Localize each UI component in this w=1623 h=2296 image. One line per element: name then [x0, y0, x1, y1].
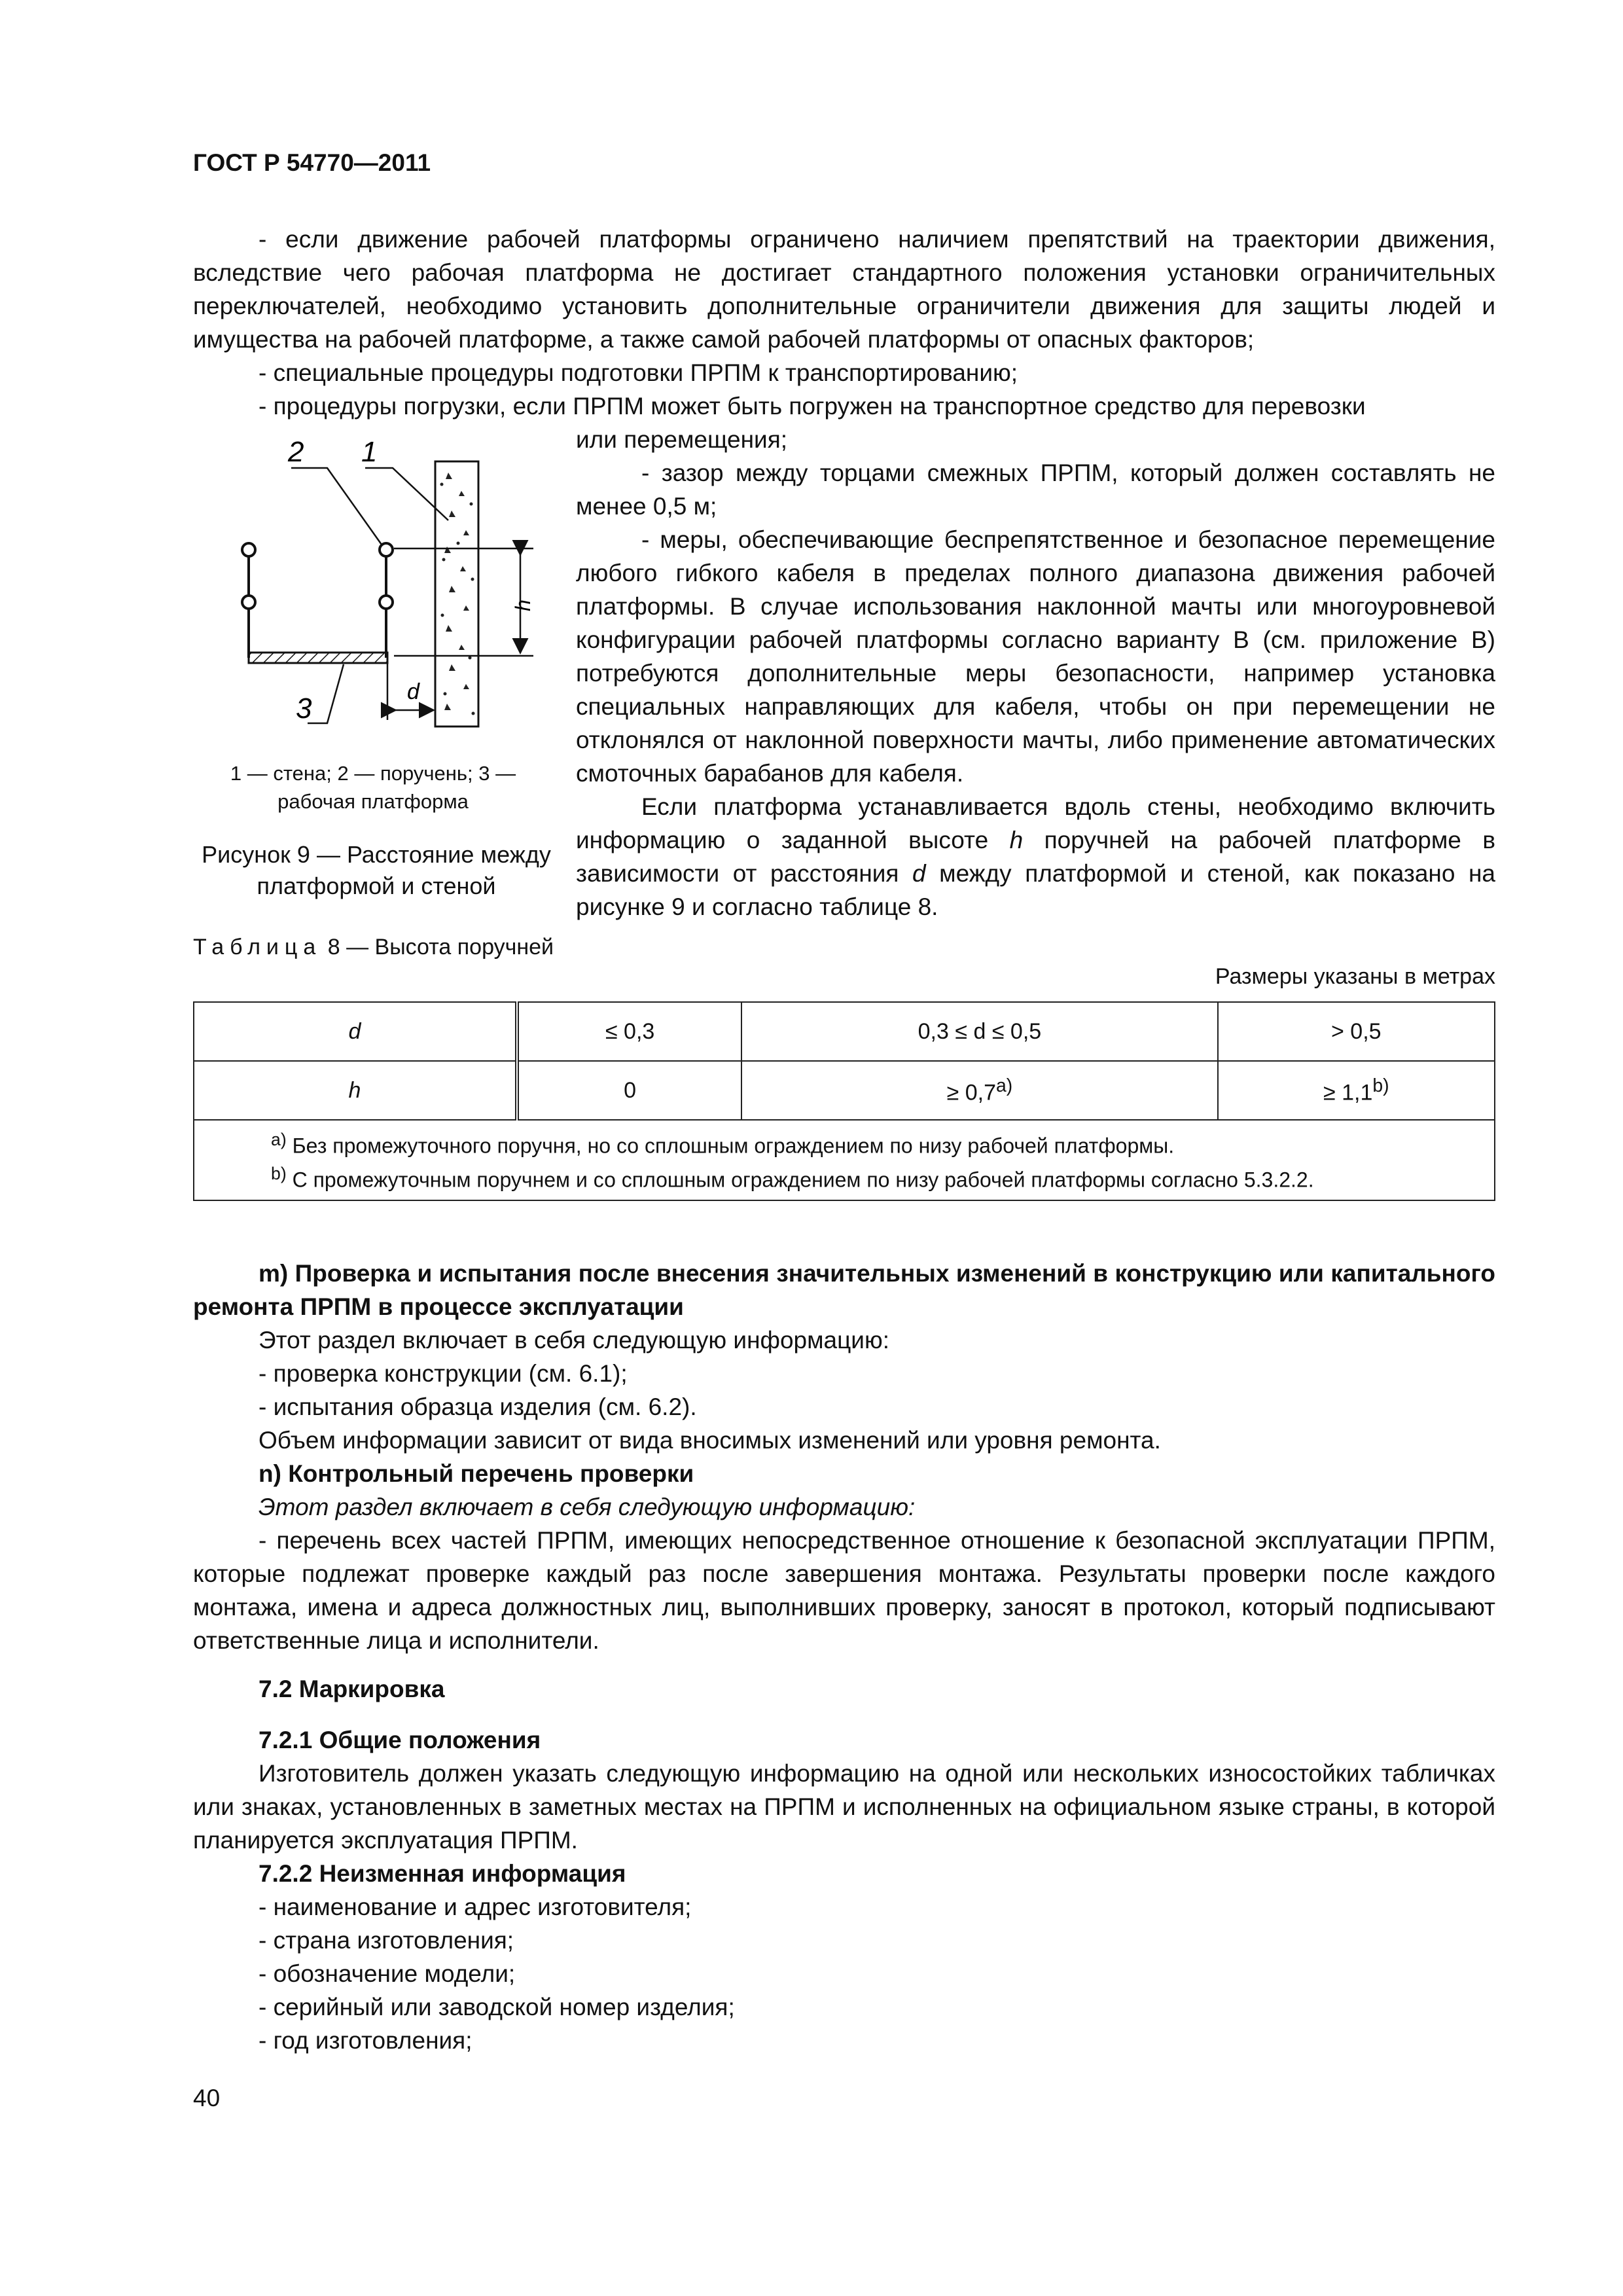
- section-n-heading: n) Контрольный перечень проверки: [259, 1460, 694, 1487]
- list-item: - обозначение модели;: [259, 1960, 516, 1987]
- label-3: 3: [296, 692, 312, 725]
- table-notes: [194, 1120, 1495, 1200]
- section-n: [193, 1457, 1495, 1657]
- table-row-d: [194, 1002, 1495, 1061]
- cell-d-label: d: [194, 1002, 517, 1061]
- figure-legend: 1 — стена; 2 — поручень; 3 — рабочая платформа: [230, 762, 516, 813]
- section-7-2: [193, 1672, 1495, 1706]
- leader-3: [308, 664, 344, 723]
- list-item: - год изготовления;: [259, 2027, 473, 2054]
- cell-h-3: ≥ $1,1^{b)}$: [1218, 1061, 1495, 1120]
- section-7-2-1-heading: 7.2.1 Общие положения: [259, 1727, 541, 1753]
- list-item: - серийный или заводской номер изделия;: [259, 1994, 735, 2020]
- wall-shape: [435, 461, 478, 726]
- page-number: 40: [193, 2085, 221, 2111]
- cell-h-label: h: [194, 1061, 517, 1120]
- label-h: h: [511, 600, 535, 611]
- right-column-text: [576, 423, 1495, 924]
- loading-continuation: или перемещения;: [576, 426, 788, 453]
- section-n-item: - перечень всех частей ПРПМ, имеющих непосредственное отношение к безопасной эксплуатации ПРПМ, которые подлежат проверке каждый раз после завершения монтажа. Результаты проверки после каждого монтажа, имена и адреса должностных лиц, выполнивших проверку, заносят в протокол, который подписывают ответственные лица и исполнители.: [193, 1527, 1495, 1654]
- gap-item: - зазор между торцами смежных ПРПМ, который должен составлять не менее 0,5 м;: [576, 459, 1495, 520]
- section-7-2-1-text: Изготовитель должен указать следующую информацию на одной или нескольких износостойких табличках или знаках, установленных в заметных местах на ПРПМ и исполненных на официальном языке страны, в которой планируется эксплуатация ПРПМ.: [193, 1760, 1495, 1854]
- section-7-2-1: [193, 1723, 1495, 2057]
- intro-block: [193, 223, 1495, 423]
- table-units: Размеры указаны в метрах: [1215, 964, 1495, 989]
- table-note-b: $^{b)}$ С промежуточным поручнем и со сплошным ограждением по низу рабочей платформы согласно 5.3.2.2.: [271, 1163, 1314, 1192]
- section-m-heading: m) Проверка и испытания после внесения значительных изменений в конструкцию или капитального ремонта ПРПМ в процессе эксплуатации: [193, 1260, 1495, 1320]
- table-note-a: $^{a)}$ Без промежуточного поручня, но со сплошным ограждением по низу рабочей платформы.: [271, 1130, 1175, 1158]
- section-m-line: Объем информации зависит от вида вносимых изменений или уровня ремонта.: [259, 1427, 1161, 1454]
- list-item: - страна изготовления;: [259, 1927, 514, 1954]
- cell-d-2: 0,3 ≤ d ≤ 0,5: [741, 1002, 1217, 1061]
- figure-title: Рисунок 9 — Расстояние между платформой и стеной: [202, 841, 551, 899]
- table-caption: Таблица 8 — Высота поручней: [193, 935, 554, 960]
- table-notes-row: [194, 1120, 1495, 1200]
- leader-2: [291, 468, 382, 545]
- cell-d-1: ≤ 0,3: [517, 1002, 741, 1061]
- cell-h-1: 0: [517, 1061, 741, 1120]
- table-8: [193, 1001, 1495, 1201]
- section-7-2-2-heading: 7.2.2 Неизменная информация: [259, 1860, 626, 1887]
- label-1: 1: [361, 436, 378, 468]
- cell-h-2: ≥ $0,7^{a)}$: [741, 1061, 1217, 1120]
- intro-item-loading: - процедуры погрузки, если ПРПМ может быть погружен на транспортное средство для перевозки: [259, 393, 1366, 420]
- label-2: 2: [288, 436, 304, 468]
- platform-shape: [249, 653, 387, 663]
- section-m: [193, 1257, 1495, 1457]
- section-7-2-heading: 7.2 Маркировка: [259, 1676, 445, 1702]
- label-d: d: [407, 679, 419, 704]
- list-item: - наименование и адрес изготовителя;: [259, 1893, 692, 1920]
- intro-item-transport-prep: - специальные процедуры подготовки ПРПМ к транспортированию;: [259, 359, 1018, 386]
- right-railing: [380, 543, 393, 658]
- document-header: ГОСТ Р 54770—2011: [193, 149, 431, 176]
- section-m-line: - испытания образца изделия (см. 6.2).: [259, 1393, 697, 1420]
- left-railing: [242, 543, 255, 658]
- section-m-line: - проверка конструкции (см. 6.1);: [259, 1360, 628, 1387]
- section-n-intro: Этот раздел включает в себя следующую информацию:: [259, 1494, 916, 1520]
- figure-9-drawing: [223, 425, 589, 733]
- section-m-line: Этот раздел включает в себя следующую информацию:: [259, 1327, 890, 1354]
- cell-d-3: > 0,5: [1218, 1002, 1495, 1061]
- cable-item: - меры, обеспечивающие беспрепятственное и безопасное перемещение любого гибкого кабеля в пределах полного диапазона движения рабочей платформы. В случае использования наклонной мачты или многоуровневой конфигурации рабочей платформы согласно варианту В (см. приложение В) потребуются дополнительные меры безопасности, например установка специальных направляющих для кабеля, чтобы он при перемещении не отклонялся от наклонной поверхности мачты, либо применение автоматических смоточных барабанов для кабеля.: [576, 526, 1495, 787]
- wall-paragraph: Если платформа устанавливается вдоль стены, необходимо включить информацию о заданной высоте h поручней на рабочей платформе в зависимости от расстояния d между платформой и стеной, как показано на рисунке 9 и согласно таблице 8.: [576, 793, 1495, 920]
- table-row-h: [194, 1061, 1495, 1120]
- intro-item-obstacles: - если движение рабочей платформы ограничено наличием препятствий на траектории движения, вследствие чего рабочая платформа не достигает стандартного положения установки ограничительных переключателей, необходимо установить дополнительные ограничители движения для защиты людей и имущества на рабочей платформе, а также самой рабочей платформы от опасных факторов;: [193, 226, 1495, 353]
